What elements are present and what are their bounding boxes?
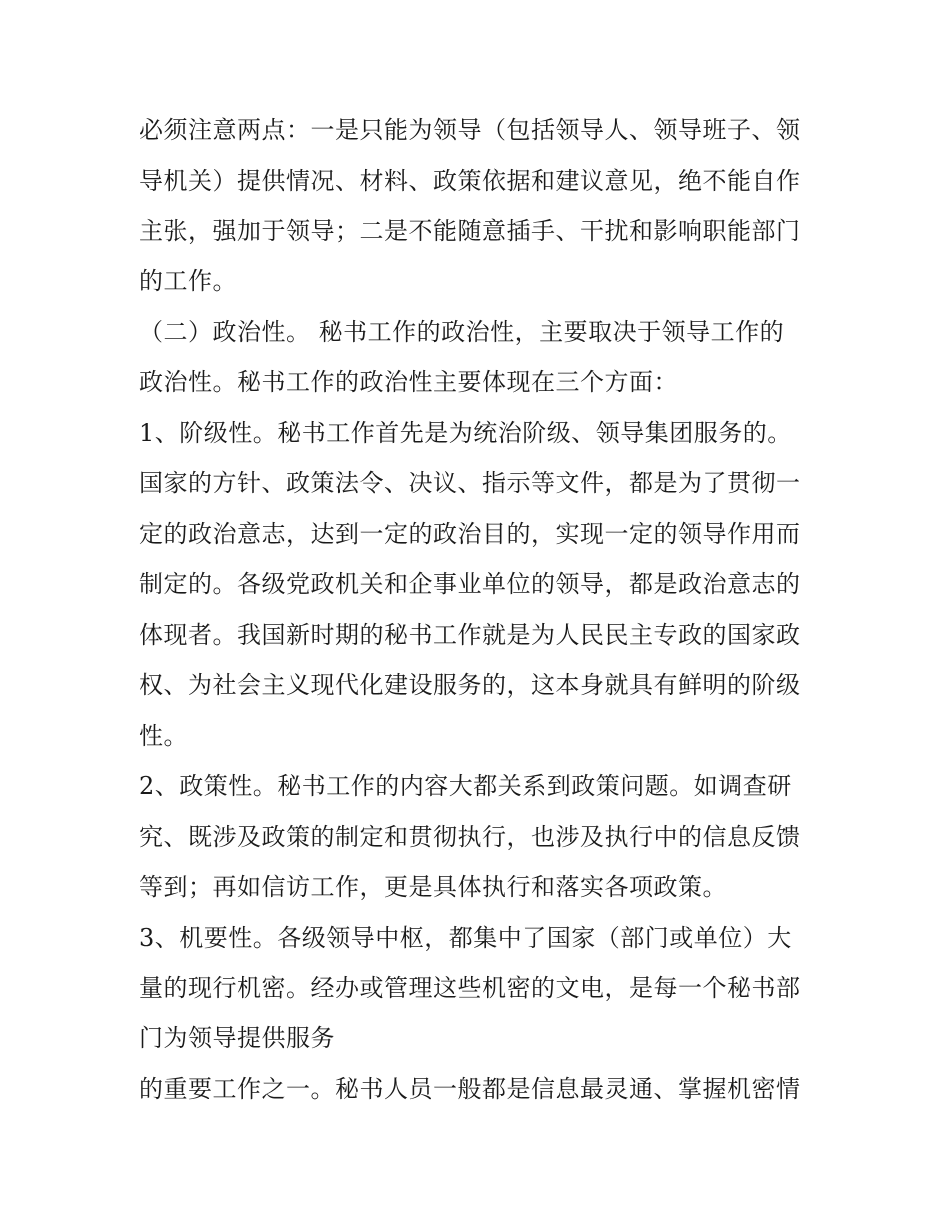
text-line: 导机关）提供情况、材料、政策依据和建议意见，绝不能自作 — [139, 167, 801, 195]
text-line: 2、政策性。秘书工作的内容大都关系到政策问题。如调查研 — [139, 772, 792, 800]
text-line: 量的现行机密。经办或管理这些机密的文电，是每一个秘书部 — [139, 974, 801, 1002]
text-line: 主张，强加于领导；二是不能随意插手、干扰和影响职能部门 — [139, 217, 801, 245]
text-line: 政治性。秘书工作的政治性主要体现在三个方面： — [139, 368, 678, 396]
text-line: 性。 — [139, 722, 188, 750]
text-line: 门为领导提供服务 — [139, 1024, 335, 1052]
text-line: 1、阶级性。秘书工作首先是为统治阶级、领导集团服务的。 — [139, 419, 792, 447]
text-line: （二）政治性。 秘书工作的政治性，主要取决于领导工作的 — [139, 318, 785, 346]
text-line: 等到；再如信访工作，更是具体执行和落实各项政策。 — [139, 873, 727, 901]
text-line: 体现者。我国新时期的秘书工作就是为人民民主专政的国家政 — [139, 621, 801, 649]
text-line: 权、为社会主义现代化建设服务的，这本身就具有鲜明的阶级 — [139, 671, 801, 699]
text-line: 的工作。 — [139, 267, 237, 295]
text-line: 制定的。各级党政机关和企事业单位的领导，都是政治意志的 — [139, 570, 801, 598]
text-line: 定的政治意志，达到一定的政治目的，实现一定的领导作用而 — [139, 520, 801, 548]
text-line: 国家的方针、政策法令、决议、指示等文件，都是为了贯彻一 — [139, 469, 801, 497]
text-line: 3、机要性。各级领导中枢，都集中了国家（部门或单位）大 — [139, 924, 792, 952]
text-line: 必须注意两点：一是只能为领导（包括领导人、领导班子、领 — [139, 116, 801, 144]
text-line: 的重要工作之一。秘书人员一般都是信息最灵通、掌握机密情 — [139, 1075, 801, 1103]
text-line: 究、既涉及政策的制定和贯彻执行，也涉及执行中的信息反馈 — [139, 823, 801, 851]
